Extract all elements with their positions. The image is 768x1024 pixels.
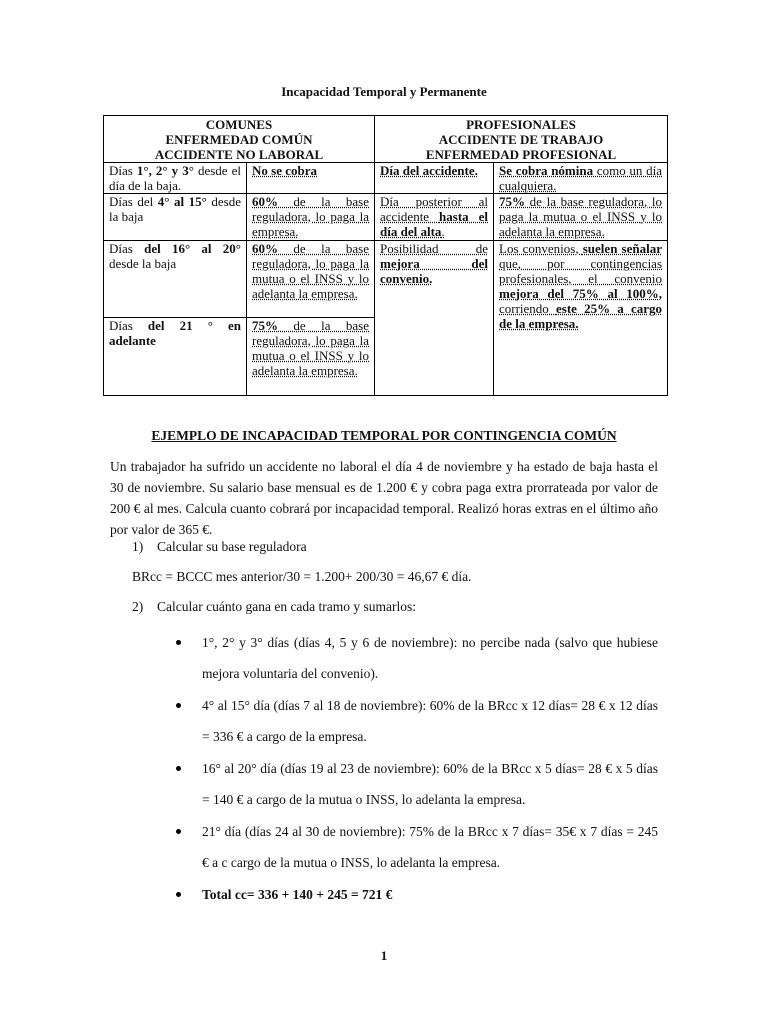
section-title: EJEMPLO DE INCAPACIDAD TEMPORAL POR CONTINGENCIA COMÚN: [151, 428, 617, 443]
bullet-icon: [176, 766, 181, 771]
table-row: [104, 241, 668, 318]
prof-cell: Se cobra nómina como un día cualquiera.: [494, 163, 668, 194]
prof-period-cell: Posibilidad de mejora del convenio.: [375, 241, 494, 396]
list-item: 1°, 2° y 3° días (días 4, 5 y 6 de noviembre): no percibe nada (salvo que hubiese mejora voluntaria del convenio).: [172, 627, 658, 689]
header-profesionales: [375, 116, 668, 163]
period-cell: Días del 16° al 20° desde la baja: [104, 241, 247, 318]
bullet-icon: [176, 829, 181, 834]
header-profesionales-line: ENFERMEDAD PROFESIONAL: [425, 147, 617, 162]
period-cell: Días del 21 ° en adelante: [104, 318, 247, 396]
header-comunes: [104, 116, 375, 163]
incapacity-table: [103, 115, 668, 396]
prof-cell: 75% de la base reguladora, lo paga la mutua o el INSS y lo adelanta la empresa.: [494, 194, 668, 241]
formula: BRcc = BCCC mes anterior/30 = 1.200+ 200/30 = 46,67 € día.: [132, 569, 472, 584]
table-header-row: [104, 116, 668, 163]
list-item: 16° al 20° día (días 19 al 23 de noviembre): 60% de la BRcc x 5 días= 28 € x 5 días = 140 € a cargo de la mutua o INSS, lo adelanta la empresa.: [172, 753, 658, 815]
step-text: Calcular su base reguladora: [157, 539, 307, 554]
prof-cell: Los convenios, suelen señalar que, por contingencias profesionales, el convenio mejora del 75% al 100%, corriendo este 25% a cargo de la empresa.: [494, 241, 668, 396]
comun-cell: 60% de la base reguladora, lo paga la empresa.: [247, 194, 375, 241]
header-comunes-line: COMUNES: [205, 117, 273, 132]
prof-period-cell: Día del accidente.: [375, 163, 494, 194]
bullet-icon: [176, 892, 181, 897]
intro-paragraph: Un trabajador ha sufrido un accidente no laboral el día 4 de noviembre y ha estado de baja hasta el 30 de noviembre. Su salario base mensual es de 1.200 € y cobra paga extra prorrateada por valor de 200 € al mes. Calcula cuanto cobrará por incapacidad temporal. Realizó horas extras en el último año por valor de 365 €.: [110, 459, 658, 537]
header-profesionales-line: ACCIDENTE DE TRABAJO: [438, 132, 604, 147]
step-number: 1): [132, 539, 144, 554]
header-profesionales-line: PROFESIONALES: [466, 117, 576, 132]
prof-period-cell: Día posterior al accidente hasta el día del alta.: [375, 194, 494, 241]
header-comunes-line: ACCIDENTE NO LABORAL: [154, 147, 324, 162]
step-item: [132, 599, 416, 615]
period-cell: Días del 4° al 15° desde la baja: [104, 194, 247, 241]
bullet-list: [172, 627, 658, 911]
table-row: [104, 163, 668, 194]
step-item: [132, 539, 307, 555]
period-cell: Días 1°, 2° y 3° desde el día de la baja.: [104, 163, 247, 194]
list-item: 4° al 15° día (días 7 al 18 de noviembre): 60% de la BRcc x 12 días= 28 € x 12 días = 336 € a cargo de la empresa.: [172, 690, 658, 752]
step-text: Calcular cuánto gana en cada tramo y sumarlos:: [157, 599, 417, 614]
comun-cell: 60% de la base reguladora, lo paga la mutua o el INSS y lo adelanta la empresa.: [247, 241, 375, 318]
table-row: [104, 194, 668, 241]
header-comunes-line: ENFERMEDAD COMÚN: [165, 132, 313, 147]
page-title: Incapacidad Temporal y Permanente: [281, 84, 487, 99]
bullet-icon: [176, 703, 181, 708]
list-item: 21° día (días 24 al 30 de noviembre): 75% de la BRcc x 7 días= 35€ x 7 días = 245 € a c cargo de la mutua o INSS, lo adelanta la empresa.: [172, 816, 658, 878]
bullet-icon: [176, 640, 181, 645]
page-number: 1: [380, 948, 388, 963]
total-item: Total cc= 336 + 140 + 245 = 721 €: [172, 879, 658, 910]
step-number: 2): [132, 599, 144, 614]
comun-cell: No se cobra: [247, 163, 375, 194]
comun-cell: 75% de la base reguladora, lo paga la mutua o el INSS y lo adelanta la empresa.: [247, 318, 375, 396]
